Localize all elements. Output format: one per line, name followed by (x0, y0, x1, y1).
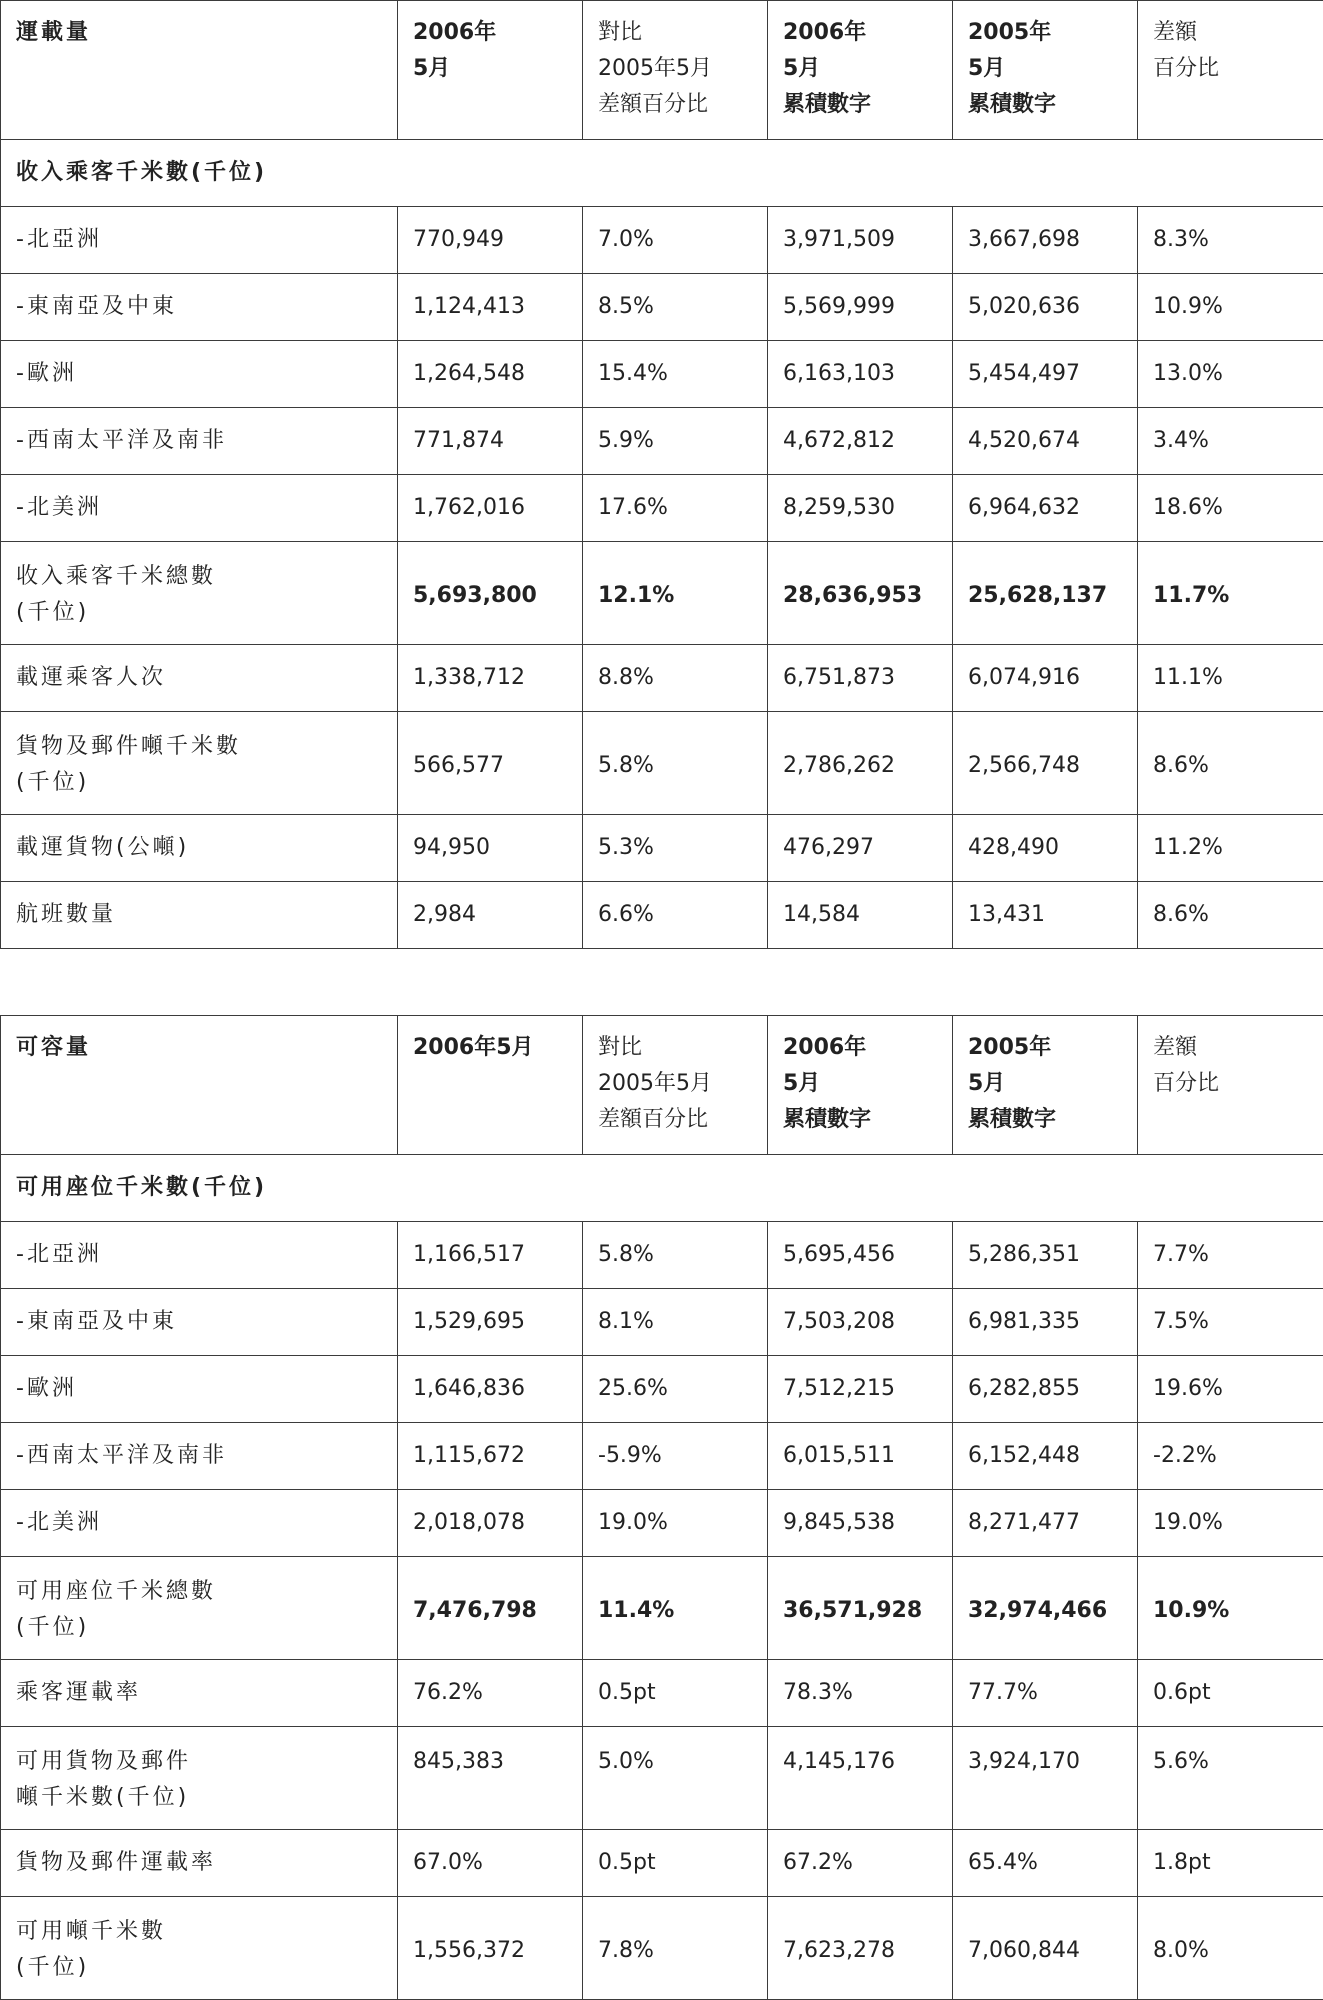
table-row (1, 1289, 1323, 1356)
value-cell: 7.5% (1138, 1289, 1323, 1356)
capacity-header-row (1, 1016, 1323, 1155)
value-cell: 11.4% (583, 1557, 768, 1660)
table-row (1, 1727, 1323, 1830)
section-row (1, 1155, 1323, 1222)
value-cell: 10.9% (1138, 274, 1323, 341)
value-cell: 5.6% (1138, 1727, 1323, 1830)
table-row (1, 1557, 1323, 1660)
table-row (1, 815, 1323, 882)
value-cell: 19.0% (1138, 1490, 1323, 1557)
table-row (1, 645, 1323, 712)
table-row (1, 1423, 1323, 1490)
value-cell: 1,166,517 (398, 1222, 583, 1289)
value-cell: 67.0% (398, 1830, 583, 1897)
table-row (1, 274, 1323, 341)
value-cell: 8,259,530 (768, 475, 953, 542)
value-cell: 5.3% (583, 815, 768, 882)
value-cell: 8.1% (583, 1289, 768, 1356)
table-row (1, 1356, 1323, 1423)
value-cell: 5,454,497 (953, 341, 1138, 408)
table-row (1, 882, 1323, 949)
value-cell: 65.4% (953, 1830, 1138, 1897)
row-label: 可用噸千米數 (千位) (1, 1897, 398, 2000)
value-cell: 1,338,712 (398, 645, 583, 712)
value-cell: 67.2% (768, 1830, 953, 1897)
value-cell: 28,636,953 (768, 542, 953, 645)
value-cell: -2.2% (1138, 1423, 1323, 1490)
header-cell: 2006年 5月 累積數字 (768, 1, 953, 140)
row-label: 乘客運載率 (1, 1660, 398, 1727)
value-cell: 4,145,176 (768, 1727, 953, 1830)
value-cell: 1,124,413 (398, 274, 583, 341)
value-cell: 476,297 (768, 815, 953, 882)
value-cell: 32,974,466 (953, 1557, 1138, 1660)
value-cell: 10.9% (1138, 1557, 1323, 1660)
table-row (1, 1897, 1323, 2000)
value-cell: 3,971,509 (768, 207, 953, 274)
value-cell: 6,751,873 (768, 645, 953, 712)
section-title: 收入乘客千米數(千位) (1, 140, 1323, 207)
row-label: 可用座位千米總數 (千位) (1, 1557, 398, 1660)
value-cell: 1,556,372 (398, 1897, 583, 2000)
value-cell: 3.4% (1138, 408, 1323, 475)
value-cell: 3,667,698 (953, 207, 1138, 274)
table-row (1, 712, 1323, 815)
value-cell: 15.4% (583, 341, 768, 408)
value-cell: 5,693,800 (398, 542, 583, 645)
value-cell: 78.3% (768, 1660, 953, 1727)
table-gap (0, 949, 1323, 1015)
value-cell: 36,571,928 (768, 1557, 953, 1660)
value-cell: 76.2% (398, 1660, 583, 1727)
header-cell: 對比 2005年5月 差額百分比 (583, 1, 768, 140)
value-cell: 5,020,636 (953, 274, 1138, 341)
value-cell: 8,271,477 (953, 1490, 1138, 1557)
value-cell: 19.6% (1138, 1356, 1323, 1423)
value-cell: 77.7% (953, 1660, 1138, 1727)
value-cell: 25,628,137 (953, 542, 1138, 645)
value-cell: 12.1% (583, 542, 768, 645)
value-cell: 2,566,748 (953, 712, 1138, 815)
value-cell: 8.6% (1138, 882, 1323, 949)
header-cell: 運載量 (1, 1, 398, 140)
value-cell: 5,286,351 (953, 1222, 1138, 1289)
table-row (1, 1660, 1323, 1727)
value-cell: 1.8pt (1138, 1830, 1323, 1897)
value-cell: 1,646,836 (398, 1356, 583, 1423)
value-cell: 8.8% (583, 645, 768, 712)
value-cell: 5.9% (583, 408, 768, 475)
row-label: 貨物及郵件運載率 (1, 1830, 398, 1897)
table-row (1, 1222, 1323, 1289)
value-cell: 2,786,262 (768, 712, 953, 815)
value-cell: 8.6% (1138, 712, 1323, 815)
value-cell: 770,949 (398, 207, 583, 274)
value-cell: 6,282,855 (953, 1356, 1138, 1423)
value-cell: 13,431 (953, 882, 1138, 949)
value-cell: 7,060,844 (953, 1897, 1138, 2000)
value-cell: 94,950 (398, 815, 583, 882)
value-cell: 13.0% (1138, 341, 1323, 408)
value-cell: 7,503,208 (768, 1289, 953, 1356)
value-cell: 6,074,916 (953, 645, 1138, 712)
row-label: 航班數量 (1, 882, 398, 949)
value-cell: 6,015,511 (768, 1423, 953, 1490)
header-cell: 2006年 5月 累積數字 (768, 1016, 953, 1155)
table-row (1, 1830, 1323, 1897)
value-cell: 1,264,548 (398, 341, 583, 408)
value-cell: 7.0% (583, 207, 768, 274)
header-cell: 差額 百分比 (1138, 1016, 1323, 1155)
row-label: -北美洲 (1, 475, 398, 542)
value-cell: 18.6% (1138, 475, 1323, 542)
value-cell: 0.5pt (583, 1830, 768, 1897)
capacity-table (0, 1015, 1323, 2000)
row-label: 收入乘客千米總數 (千位) (1, 542, 398, 645)
section-row (1, 140, 1323, 207)
value-cell: 8.5% (583, 274, 768, 341)
value-cell: -5.9% (583, 1423, 768, 1490)
value-cell: 19.0% (583, 1490, 768, 1557)
value-cell: 1,762,016 (398, 475, 583, 542)
header-cell: 2006年 5月 (398, 1, 583, 140)
value-cell: 17.6% (583, 475, 768, 542)
value-cell: 6,964,632 (953, 475, 1138, 542)
value-cell: 0.5pt (583, 1660, 768, 1727)
value-cell: 11.7% (1138, 542, 1323, 645)
header-cell: 可容量 (1, 1016, 398, 1155)
value-cell: 428,490 (953, 815, 1138, 882)
value-cell: 5.8% (583, 712, 768, 815)
value-cell: 7,512,215 (768, 1356, 953, 1423)
value-cell: 845,383 (398, 1727, 583, 1830)
table-row (1, 542, 1323, 645)
value-cell: 11.1% (1138, 645, 1323, 712)
row-label: -東南亞及中東 (1, 1289, 398, 1356)
row-label: -東南亞及中東 (1, 274, 398, 341)
capacity-rows (1, 1222, 1323, 2000)
value-cell: 8.0% (1138, 1897, 1323, 2000)
row-label: 載運貨物(公噸) (1, 815, 398, 882)
row-label: 可用貨物及郵件 噸千米數(千位) (1, 1727, 398, 1830)
value-cell: 2,018,078 (398, 1490, 583, 1557)
row-label: 貨物及郵件噸千米數 (千位) (1, 712, 398, 815)
table-row (1, 1490, 1323, 1557)
value-cell: 2,984 (398, 882, 583, 949)
header-cell: 2005年 5月 累積數字 (953, 1016, 1138, 1155)
value-cell: 6,152,448 (953, 1423, 1138, 1490)
value-cell: 5.0% (583, 1727, 768, 1830)
value-cell: 7.7% (1138, 1222, 1323, 1289)
table-row (1, 207, 1323, 274)
table-row (1, 341, 1323, 408)
value-cell: 14,584 (768, 882, 953, 949)
value-cell: 25.6% (583, 1356, 768, 1423)
row-label: -西南太平洋及南非 (1, 1423, 398, 1490)
value-cell: 1,529,695 (398, 1289, 583, 1356)
value-cell: 8.3% (1138, 207, 1323, 274)
value-cell: 7,623,278 (768, 1897, 953, 2000)
header-cell: 對比 2005年5月 差額百分比 (583, 1016, 768, 1155)
traffic-rows (1, 207, 1323, 949)
value-cell: 7.8% (583, 1897, 768, 2000)
value-cell: 5,695,456 (768, 1222, 953, 1289)
header-cell: 2006年5月 (398, 1016, 583, 1155)
value-cell: 4,672,812 (768, 408, 953, 475)
value-cell: 0.6pt (1138, 1660, 1323, 1727)
row-label: -北亞洲 (1, 207, 398, 274)
value-cell: 1,115,672 (398, 1423, 583, 1490)
row-label: -北美洲 (1, 1490, 398, 1557)
row-label: -西南太平洋及南非 (1, 408, 398, 475)
row-label: -北亞洲 (1, 1222, 398, 1289)
value-cell: 5,569,999 (768, 274, 953, 341)
value-cell: 3,924,170 (953, 1727, 1138, 1830)
header-cell: 差額 百分比 (1138, 1, 1323, 140)
header-cell: 2005年 5月 累積數字 (953, 1, 1138, 140)
value-cell: 6.6% (583, 882, 768, 949)
value-cell: 7,476,798 (398, 1557, 583, 1660)
value-cell: 6,163,103 (768, 341, 953, 408)
row-label: 載運乘客人次 (1, 645, 398, 712)
table-row (1, 475, 1323, 542)
value-cell: 566,577 (398, 712, 583, 815)
value-cell: 6,981,335 (953, 1289, 1138, 1356)
row-label: -歐洲 (1, 1356, 398, 1423)
value-cell: 771,874 (398, 408, 583, 475)
table-row (1, 408, 1323, 475)
traffic-header-row (1, 1, 1323, 140)
value-cell: 5.8% (583, 1222, 768, 1289)
value-cell: 11.2% (1138, 815, 1323, 882)
value-cell: 9,845,538 (768, 1490, 953, 1557)
section-title: 可用座位千米數(千位) (1, 1155, 1323, 1222)
value-cell: 4,520,674 (953, 408, 1138, 475)
row-label: -歐洲 (1, 341, 398, 408)
traffic-table (0, 0, 1323, 949)
